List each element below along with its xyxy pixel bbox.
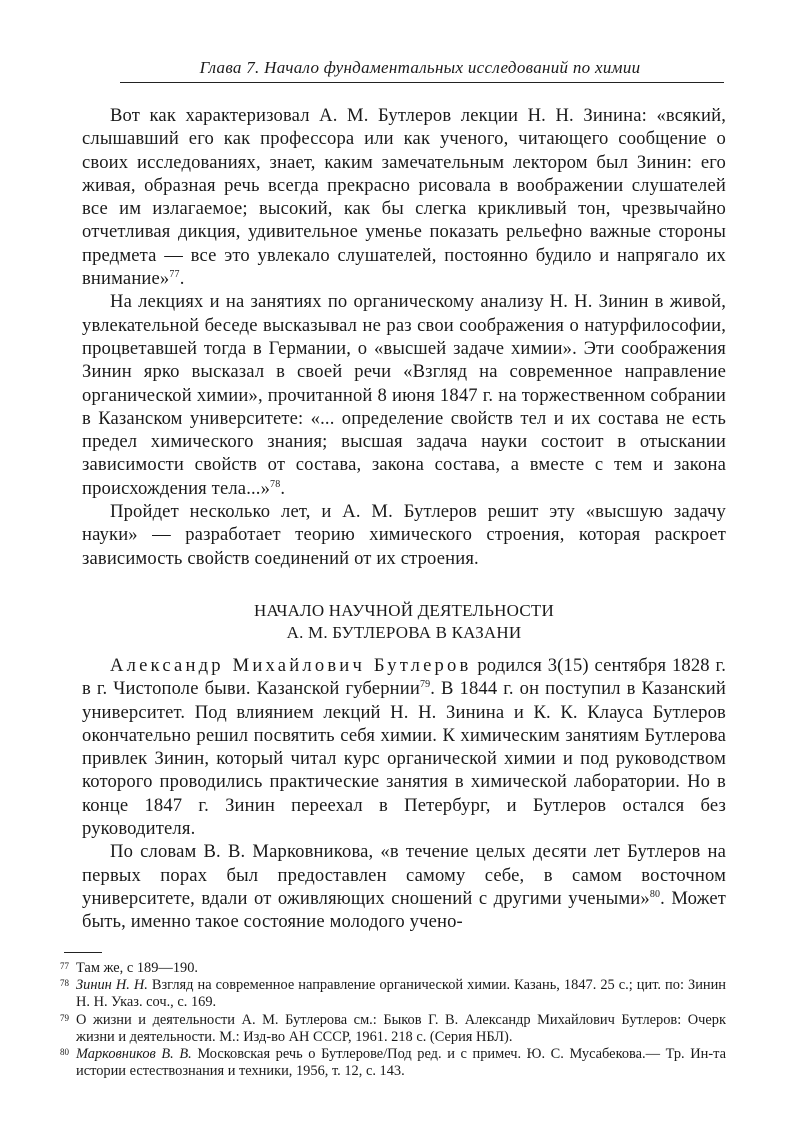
footnote-number: 80 xyxy=(60,1047,69,1058)
footnote-rule xyxy=(64,952,102,953)
paragraph: На лекциях и на занятиях по органическому анализу Н. Н. Зинин в живой, увлекательной беседе высказывал не раз свои соображения о натурфилософии, процветавшей тогда в Германии, о «высшей задаче химии». Эти соображения Зинин ярко высказал в своей речи «Взгляд на современное направление органической химии», прочитанной 8 июня 1847 г. на торжественном собрании в Казанском университете: «... определение свойств тел и их состава не есть предел химического знания; высшая задача науки состоит в отыскании зависимости свойств от состава, закона состава, а вместе с тем и закона происхождения тела...»$^{78}$. xyxy=(82,291,726,499)
footnote-number: 79 xyxy=(60,1012,69,1023)
section-heading-line: А. М. БУТЛЕРОВА В КАЗАНИ xyxy=(286,623,522,642)
footnote-number: 78 xyxy=(60,978,69,989)
paragraph: Вот как характеризовал А. М. Бутлеров лекции Н. Н. Зинина: «всякий, слышавший его как профессора или как ученого, читающего сообщение о своих исследованиях, знает, каким замечательным лектором был Зинин: его живая, образная речь всегда прекрасно рисовала в воображении слушателей все им излагаемое; высокий, как бы слегка крикливый тон, чрезвычайно отчетливая дикция, удивительное уменье показать рельефно важные стороны предмета — все это увлекало слушателей, постоянно будило и напрягало их внимание»$^{77}$. xyxy=(82,105,726,290)
footnote-ref[interactable]: 79 xyxy=(419,679,431,691)
section-heading-line: НАЧАЛО НАУЧНОЙ ДЕЯТЕЛЬНОСТИ xyxy=(254,601,554,620)
footnote-number: 77 xyxy=(60,961,69,971)
footnote-ref[interactable]: 77 xyxy=(169,268,180,280)
footnotes xyxy=(60,960,726,1080)
paragraph: Александр Михайлович Бутлеров родился 3(15) сентября 1828 г. в г. Чистополе быви. Казанской губернии$^{79}$. В 1844 г. он поступил в Казанский университет. Под влиянием лекций Н. Н. Зинина и К. К. Клауса Бутлеров окончательно решил посвятить себя химии. К химическим занятиям Бутлерова привлек Зинин, который читал курс органической химии и под руководством которого проводились практические занятия в химической лаборатории. Но в конце 1847 г. Зинин переехал в Петербург, и Бутлеров остался без руководителя. xyxy=(82,655,726,840)
header-rule xyxy=(120,82,724,83)
footnote: 78 Зинин Н. Н. Взгляд на современное направление органической химии. Казань, 1847. 25 с.; цит. по: Зинин Н. Н. Указ. соч., с. 169. xyxy=(60,977,726,1011)
text-block-butlerov xyxy=(82,654,726,934)
paragraph: Пройдет несколько лет, и А. М. Бутлеров решит эту «высшую задачу науки» — разработает теорию химического строения, которая раскроет зависимость свойств соединений от их строения. xyxy=(82,501,726,569)
text-block-zinin xyxy=(82,104,726,570)
footnote-ref[interactable]: 80 xyxy=(649,888,661,900)
footnote: 79 О жизни и деятельности А. М. Бутлерова см.: Быков Г. В. Александр Михайлович Бутлеров: Очерк жизни и деятельности. М.: Изд-во АН СССР, 1961. 218 с. (Серия НБЛ). xyxy=(60,1011,726,1045)
paragraph: По словам В. В. Марковникова, «в течение целых десяти лет Бутлеров на первых порах был предоставлен самому себе, в самом восточном университете, вдали от оживляющих сношений с другими учеными»$^{80}$. Может быть, именно такое состояние молодого учено- xyxy=(82,841,727,933)
section-heading xyxy=(82,600,726,644)
footnote: 77 Там же, с 189—190. xyxy=(60,960,199,976)
footnote: 80 Марковников В. В. Московская речь о Бутлерове/Под ред. и с примеч. Ю. С. Мусабекова.— Тр. Ин-та истории естествознания и техники, 1956, т. 12, с. 143. xyxy=(60,1046,726,1080)
footnote-ref[interactable]: 78 xyxy=(270,478,281,490)
person-name: Александр Михайлович Бутлеров xyxy=(110,655,472,676)
running-head: Глава 7. Начало фундаментальных исследований по химии xyxy=(199,58,641,77)
